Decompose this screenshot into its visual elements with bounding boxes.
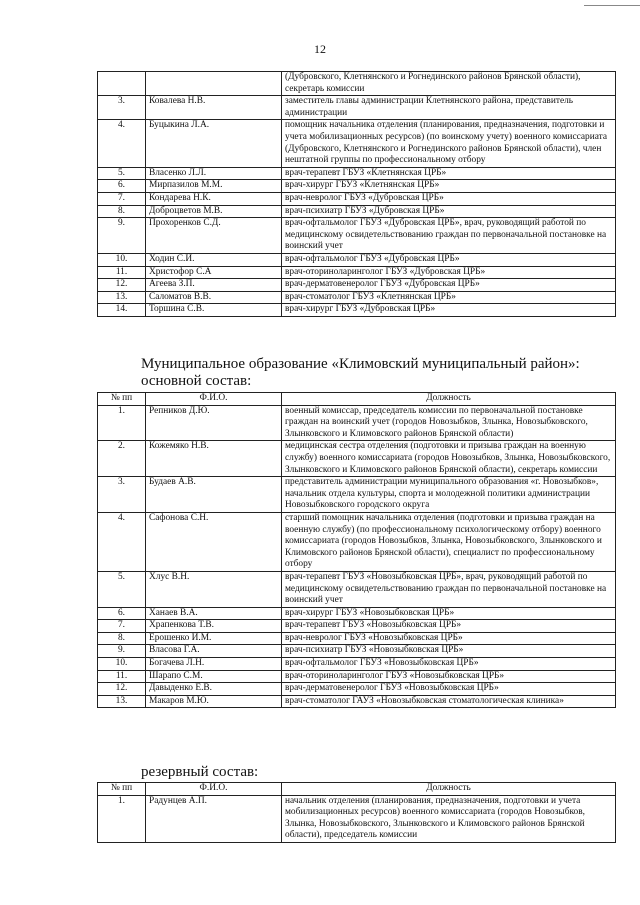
person-name: Хлус В.Н. — [146, 571, 282, 607]
row-number: 10. — [98, 253, 146, 266]
table-row — [98, 72, 616, 96]
table-row — [98, 279, 616, 292]
person-position: военный комиссар, председатель комиссии по первоначальной постановке граждан на воинский учет (городов Новозыбков, Злынка, Новозыбковского, Злынковского и Климовского районов Брянской области) — [282, 405, 616, 441]
section-title-line1: Муниципальное образование «Климовский муниципальный район»: — [141, 356, 580, 372]
row-number: 12. — [98, 683, 146, 696]
table-row — [98, 658, 616, 671]
person-position: врач-оториноларинголог ГБУЗ «Дубровская ЦРБ» — [282, 266, 616, 279]
person-position: заместитель главы администрации Клетнянского района, представитель администрации — [282, 96, 616, 120]
section-heading-klimovsky — [141, 356, 580, 390]
person-name: Агеева З.П. — [146, 279, 282, 292]
row-number: 5. — [98, 167, 146, 180]
row-number: 2. — [98, 441, 146, 477]
row-number: 8. — [98, 632, 146, 645]
person-name: Власенко Л.Л. — [146, 167, 282, 180]
person-position: врач-хирург ГБУЗ «Новозыбковская ЦРБ» — [282, 607, 616, 620]
person-name: Макаров М.Ю. — [146, 695, 282, 708]
person-position: врач-офтальмолог ГБУЗ «Дубровская ЦРБ», врач, руководящий работой по медицинскому освидетельствованию граждан по первоначальной постановке на воинский учет — [282, 218, 616, 254]
page-number: 12 — [314, 42, 326, 56]
person-name: Радунцев А.П. — [146, 795, 282, 842]
table-header-row — [98, 783, 616, 796]
person-name: Саломатов В.В. — [146, 291, 282, 304]
person-position: врач-офтальмолог ГБУЗ «Дубровская ЦРБ» — [282, 253, 616, 266]
table-row — [98, 670, 616, 683]
row-number — [98, 72, 146, 96]
table-row — [98, 218, 616, 254]
table-row — [98, 96, 616, 120]
person-position: старший помощник начальника отделения (подготовки и призыва граждан на военную службу) (по профессиональному психологическому отбору) военного комиссариата (городов Новозыбков, Злынка, Новозыбковского, Злынковского и Климовского районов Брянской области), специалист по профессиональному отбору — [282, 512, 616, 571]
row-number: 6. — [98, 607, 146, 620]
row-number: 11. — [98, 266, 146, 279]
table-row — [98, 607, 616, 620]
person-position: врач-психиатр ГБУЗ «Новозыбковская ЦРБ» — [282, 645, 616, 658]
person-name: Власова Г.А. — [146, 645, 282, 658]
person-name: Ковалева Н.В. — [146, 96, 282, 120]
person-position: врач-стоматолог ГАУЗ «Новозыбковская стоматологическая клиника» — [282, 695, 616, 708]
table-row — [98, 167, 616, 180]
person-name: Торшина С.В. — [146, 304, 282, 317]
person-name: Прохоренков С.Д. — [146, 218, 282, 254]
table-header-row — [98, 393, 616, 406]
person-name: Кожемяко Н.В. — [146, 441, 282, 477]
commission-table-continued — [97, 71, 616, 317]
person-position: врач-невролог ГБУЗ «Дубровская ЦРБ» — [282, 192, 616, 205]
table-row — [98, 304, 616, 317]
person-position: врач-оториноларинголог ГБУЗ «Новозыбковская ЦРБ» — [282, 670, 616, 683]
top-edge-line — [584, 0, 640, 6]
table-row — [98, 266, 616, 279]
table-row — [98, 645, 616, 658]
person-name: Репников Д.Ю. — [146, 405, 282, 441]
header-name: Ф.И.О. — [146, 393, 282, 406]
table-row — [98, 291, 616, 304]
row-number: 7. — [98, 192, 146, 205]
table-row — [98, 405, 616, 441]
header-num: № пп — [98, 783, 146, 796]
person-position: врач-невролог ГБУЗ «Новозыбковская ЦРБ» — [282, 632, 616, 645]
table-row — [98, 795, 616, 842]
table-row — [98, 180, 616, 193]
table-row — [98, 477, 616, 513]
row-number: 12. — [98, 279, 146, 292]
section-title-line2: основной состав: — [141, 373, 252, 389]
person-name: Давыденко Е.В. — [146, 683, 282, 696]
row-number: 14. — [98, 304, 146, 317]
person-name: Богачева Л.Н. — [146, 658, 282, 671]
row-number: 9. — [98, 645, 146, 658]
person-position: врач-стоматолог ГБУЗ «Клетнянская ЦРБ» — [282, 291, 616, 304]
row-number: 5. — [98, 571, 146, 607]
header-num: № пп — [98, 393, 146, 406]
person-name: Шарапо С.М. — [146, 670, 282, 683]
person-position: врач-хирург ГБУЗ «Дубровская ЦРБ» — [282, 304, 616, 317]
person-name: Ерошенко И.М. — [146, 632, 282, 645]
person-name: Ханаев В.А. — [146, 607, 282, 620]
reserve-title: резервный состав: — [141, 764, 259, 780]
person-name: Храпенкова Т.В. — [146, 620, 282, 633]
klimovsky-reserve-table — [97, 782, 616, 843]
table-row — [98, 441, 616, 477]
person-position: врач-психиатр ГБУЗ «Дубровская ЦРБ» — [282, 205, 616, 218]
row-number: 4. — [98, 512, 146, 571]
person-position: врач-дерматовенеролог ГБУЗ «Новозыбковская ЦРБ» — [282, 683, 616, 696]
person-name — [146, 72, 282, 96]
table-row — [98, 205, 616, 218]
row-number: 1. — [98, 795, 146, 842]
row-number: 4. — [98, 120, 146, 167]
row-number: 13. — [98, 291, 146, 304]
row-number: 3. — [98, 477, 146, 513]
section-heading-reserve — [141, 764, 258, 781]
person-name: Будаев А.В. — [146, 477, 282, 513]
table-row — [98, 192, 616, 205]
table-row — [98, 120, 616, 167]
person-name: Христофор С.А — [146, 266, 282, 279]
person-name: Буцыкина Л.А. — [146, 120, 282, 167]
person-name: Ходин С.И. — [146, 253, 282, 266]
table-row — [98, 571, 616, 607]
klimovsky-main-table — [97, 392, 616, 708]
row-number: 7. — [98, 620, 146, 633]
header-name: Ф.И.О. — [146, 783, 282, 796]
person-name: Доброцветов М.В. — [146, 205, 282, 218]
person-position: начальник отделения (планирования, предназначения, подготовки и учета мобилизационных ресурсов) военного комиссариата (городов Новозыбков, Злынка, Новозыбковского, Злынковского и Климовского районов Брянской области), председатель комиссии — [282, 795, 616, 842]
person-name: Кондарева Н.К. — [146, 192, 282, 205]
person-position: медицинская сестра отделения (подготовки и призыва граждан на военную службу) военного комиссариата (городов Новозыбков, Злынка, Новозыбковского, Злынковского и Климовского районов Брянской области), секретарь комиссии — [282, 441, 616, 477]
person-name: Мирпазилов М.М. — [146, 180, 282, 193]
person-position: (Дубровского, Клетнянского и Рогнединского районов Брянской области), секретарь комиссии — [282, 72, 616, 96]
row-number: 13. — [98, 695, 146, 708]
row-number: 8. — [98, 205, 146, 218]
row-number: 6. — [98, 180, 146, 193]
row-number: 3. — [98, 96, 146, 120]
person-position: врач-терапевт ГБУЗ «Новозыбковская ЦРБ», врач, руководящий работой по медицинскому освидетельствованию граждан по первоначальной постановке на воинский учет — [282, 571, 616, 607]
table-row — [98, 695, 616, 708]
person-position: помощник начальника отделения (планирования, предназначения, подготовки и учета мобилизационных ресурсов) (по воинскому учету) военного комиссариата (Дубровского, Клетнянского и Рогнединского районов Брянской области), член нештатной группы по профессиональному отбору — [282, 120, 616, 167]
row-number: 9. — [98, 218, 146, 254]
person-position: врач-терапевт ГБУЗ «Новозыбковская ЦРБ» — [282, 620, 616, 633]
table-row — [98, 683, 616, 696]
table-row — [98, 620, 616, 633]
person-name: Сафонова С.Н. — [146, 512, 282, 571]
row-number: 11. — [98, 670, 146, 683]
row-number: 1. — [98, 405, 146, 441]
table-row — [98, 512, 616, 571]
header-position: Должность — [282, 393, 616, 406]
person-position: врач-терапевт ГБУЗ «Клетнянская ЦРБ» — [282, 167, 616, 180]
person-position: врач-хирург ГБУЗ «Клетнянская ЦРБ» — [282, 180, 616, 193]
person-position: представитель администрации муниципального образования «г. Новозыбков», начальник отдела культуры, спорта и молодежной политики администрации Новозыбковского городского округа — [282, 477, 616, 513]
person-position: врач-дерматовенеролог ГБУЗ «Дубровская ЦРБ» — [282, 279, 616, 292]
table-row — [98, 632, 616, 645]
table-row — [98, 253, 616, 266]
header-position: Должность — [282, 783, 616, 796]
person-position: врач-офтальмолог ГБУЗ «Новозыбковская ЦРБ» — [282, 658, 616, 671]
row-number: 10. — [98, 658, 146, 671]
